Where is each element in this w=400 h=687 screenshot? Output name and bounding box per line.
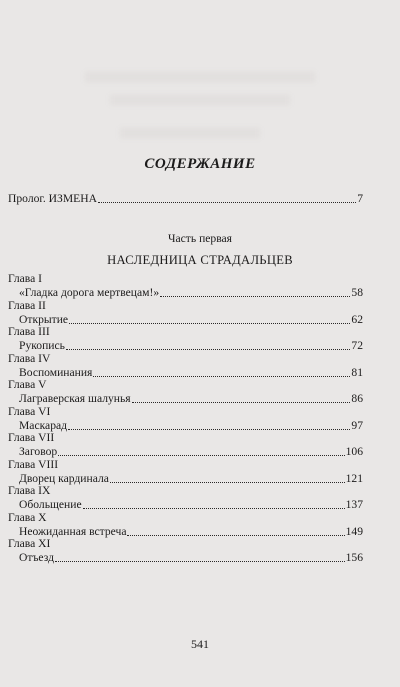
bleed-through-shadow	[85, 72, 315, 82]
chapter-number: Глава XI	[8, 537, 51, 550]
chapter-number: Глава III	[8, 325, 50, 338]
chapter-page: 72	[351, 339, 363, 352]
chapter-page: 62	[351, 312, 363, 326]
prologue-entry	[8, 192, 363, 206]
chapter-entry	[19, 286, 363, 300]
part-label: Часть первая	[167, 232, 233, 245]
chapter-page: 86	[351, 392, 363, 405]
chapter-entry	[19, 392, 363, 406]
prologue-title: Пролог. ИЗМЕНА	[8, 192, 97, 205]
dot-leader	[83, 508, 345, 509]
chapter-entry	[19, 419, 363, 433]
chapter-title: Воспоминания	[19, 365, 93, 379]
chapter-entry	[19, 313, 363, 327]
contents-heading: СОДЕРЖАНИЕ	[144, 156, 256, 172]
chapter-page: 137	[345, 498, 363, 511]
chapter-title: Рукопись	[19, 339, 65, 352]
dot-leader	[58, 455, 344, 456]
chapter-number: Глава II	[8, 298, 46, 312]
chapter-title: Дворец кардинала	[19, 471, 109, 485]
dot-leader	[66, 349, 350, 350]
chapter-title: Заговор	[19, 445, 58, 458]
chapter-entry	[19, 498, 363, 512]
dot-leader	[93, 376, 350, 377]
prologue-page: 7	[357, 192, 363, 205]
dot-leader	[69, 323, 350, 324]
chapter-page: 106	[345, 445, 363, 458]
chapter-number: Глава VI	[8, 404, 51, 418]
chapter-page: 149	[345, 524, 363, 538]
page-number: 541	[191, 637, 209, 651]
bleed-through-shadow	[120, 128, 260, 138]
chapter-number: Глава I	[8, 272, 42, 285]
chapter-title: Неожиданная встреча	[19, 524, 127, 538]
dot-leader	[68, 429, 350, 430]
chapter-title: Открытие	[19, 312, 69, 326]
chapter-entry	[19, 525, 363, 539]
chapter-page: 97	[351, 418, 363, 432]
chapter-page: 58	[351, 286, 363, 299]
chapter-page: 81	[351, 365, 363, 379]
chapter-number: Глава IX	[8, 484, 51, 497]
chapter-entry	[19, 366, 363, 380]
dot-leader	[98, 202, 356, 203]
chapter-number: Глава VII	[8, 431, 55, 444]
chapter-entry	[19, 472, 363, 486]
dot-leader	[110, 482, 345, 483]
dot-leader	[127, 535, 344, 536]
chapter-entry	[19, 551, 363, 565]
chapter-title: Отъезд	[19, 551, 54, 564]
chapter-title: «Гладка дорога мертвецам!»	[19, 286, 160, 299]
chapter-page: 156	[345, 551, 363, 564]
chapter-page: 121	[345, 471, 363, 485]
bleed-through-shadow	[110, 95, 290, 105]
chapter-title: Лаграверская шалунья	[19, 392, 131, 405]
dot-leader	[55, 561, 345, 562]
chapter-number: Глава X	[8, 510, 47, 524]
chapter-title: Маскарад	[19, 418, 68, 432]
chapter-entry	[19, 445, 363, 459]
chapter-number: Глава VIII	[8, 457, 59, 471]
chapter-number: Глава V	[8, 378, 47, 391]
dot-leader	[132, 402, 351, 403]
dot-leader	[160, 296, 350, 297]
chapter-entry	[19, 339, 363, 353]
chapter-number: Глава IV	[8, 351, 51, 365]
chapter-title: Обольщение	[19, 498, 82, 511]
part-title: НАСЛЕДНИЦА СТРАДАЛЬЦЕВ	[107, 253, 293, 267]
